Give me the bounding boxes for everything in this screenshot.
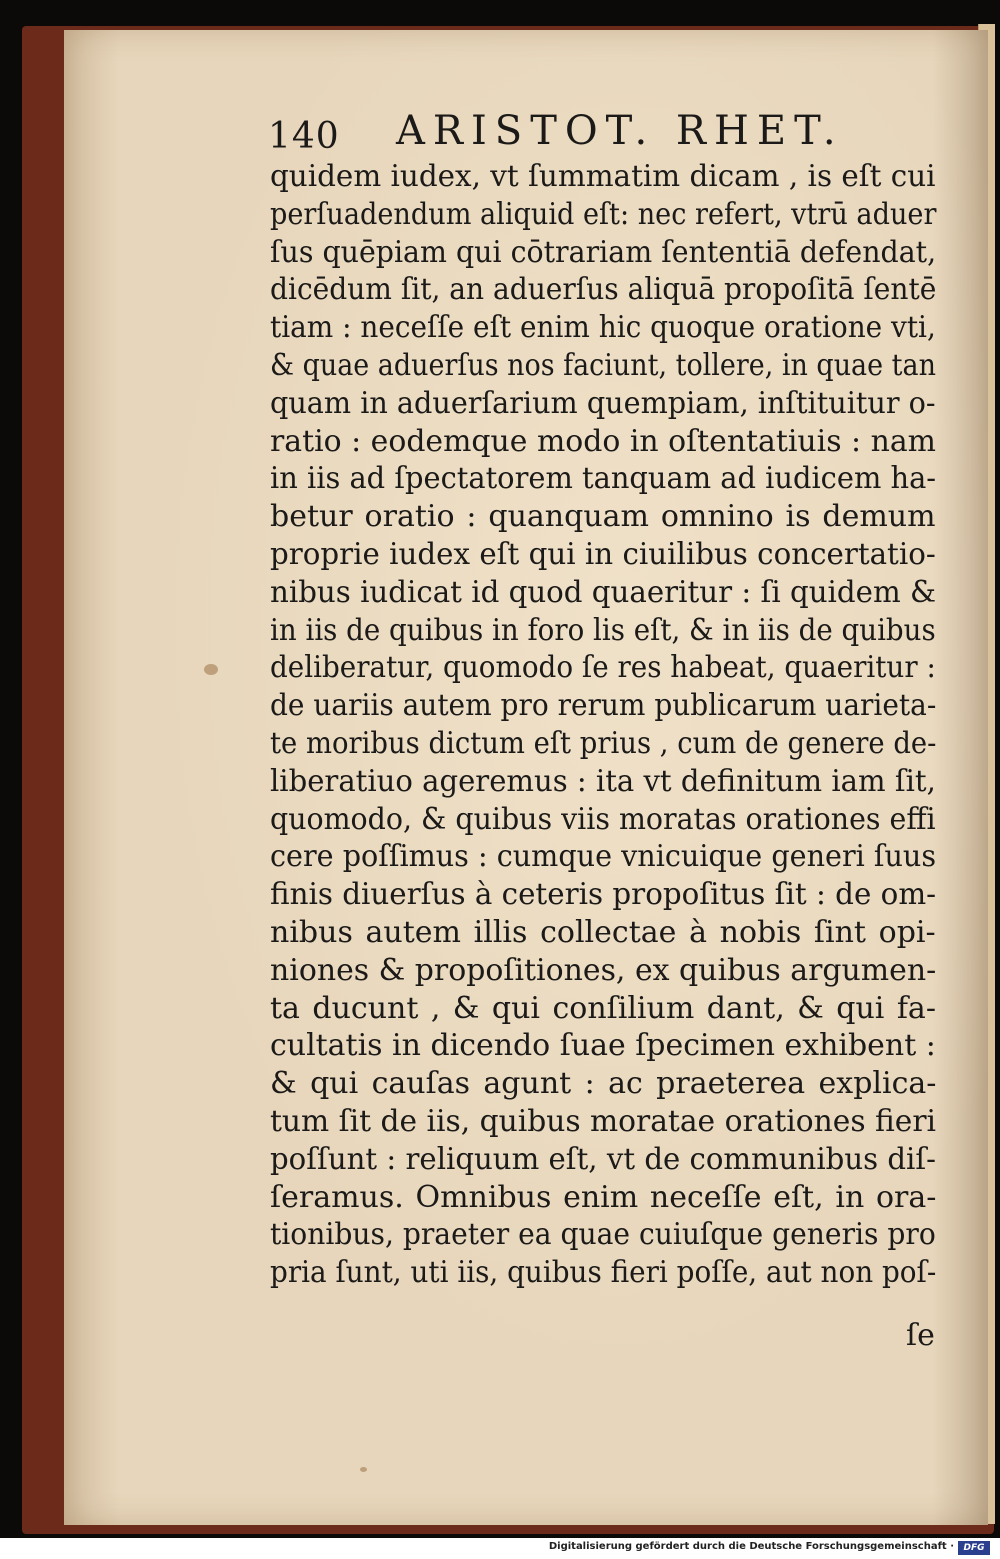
page-number: 140	[268, 116, 340, 157]
text-line: in iis ad ſpectatorem tanquam ad iudicem ha-	[270, 461, 937, 497]
text-line: poſſunt : reliquum eſt, vt de communibus diſ-	[270, 1141, 937, 1177]
text-line: & qui cauſas agunt : ac praeterea explica-	[270, 1066, 937, 1102]
text-line: ſus quēpiam qui cōtrariam ſententiā defendat,	[270, 234, 937, 270]
text-line: quidem iudex, vt ſummatim dicam , is eſt cui	[270, 159, 936, 194]
text-line: de uariis autem pro rerum publicarum uarieta-	[270, 688, 937, 724]
text-line: ta ducunt , & qui conſilium dant, & qui fa-	[270, 990, 936, 1026]
text-line: nibus autem illis collectae à nobis ſint opi-	[270, 914, 936, 950]
paper-stain	[204, 664, 218, 675]
text-line: dicēdum ſit, an aduerſus aliquā propoſitā ſentē	[270, 272, 937, 308]
text-line: ſeramus. Omnibus enim neceſſe eſt, in ora-	[270, 1179, 937, 1215]
text-line: cere poſſimus : cumque vnicuique generi ſuus	[270, 839, 937, 875]
text-line: nibus iudicat id quod quaeritur : ſi quidem &	[270, 574, 937, 610]
catchword: ſe	[906, 1318, 935, 1353]
text-line: quomodo, & quibus viis moratas orationes effi	[270, 801, 936, 837]
text-line: tum ſit de iis, quibus moratae orationes fieri	[270, 1103, 937, 1139]
text-line: deliberatur, quomodo ſe res habeat, quaeritur :	[270, 650, 936, 686]
footer-bar	[0, 1538, 1000, 1559]
body-text	[270, 158, 950, 1292]
text-line: perſuadendum aliquid eſt: nec refert, vtrū aduer	[270, 196, 937, 232]
text-line: pria ſunt, uti iis, quibus fieri poſſe, aut non poſ-	[270, 1255, 937, 1291]
running-title: ARISTOT. RHET.	[396, 108, 844, 154]
text-line: betur oratio : quanquam omnino is demum	[270, 499, 936, 535]
text-line: te moribus dictum eſt prius , cum de genere de-	[270, 725, 937, 761]
running-header	[268, 104, 948, 164]
paper-stain	[360, 1467, 367, 1472]
text-line: tionibus, praeter ea quae cuiuſque generis pro	[270, 1217, 936, 1253]
text-line: niones & propoſitiones, ex quibus argumen-	[270, 952, 937, 988]
text-line: quam in aduerſarium quempiam, inſtituitur o-	[270, 385, 936, 421]
text-line: finis diuerſus à ceteris propoſitus ſit : de om-	[270, 877, 937, 913]
text-line: ratio : eodemque modo in oſtentatiuis : nam	[270, 423, 936, 459]
text-line: in iis de quibus in foro lis eſt, & in iis de quibus	[270, 612, 936, 648]
dfg-logo: DFG	[958, 1541, 990, 1555]
text-line: cultatis in dicendo ſuae ſpecimen exhibent :	[270, 1028, 936, 1064]
digitization-credit: Digitalisierung gefördert durch die Deutsche Forschungsgemeinschaft ·	[548, 1541, 954, 1552]
text-line: proprie iudex eſt qui in ciuilibus concertatio-	[270, 536, 936, 572]
text-line: & quae aduerſus nos faciunt, tollere, in quae tan	[270, 347, 936, 383]
text-line: tiam : neceſſe eſt enim hic quoque oratione vti,	[270, 310, 936, 346]
text-line: liberatiuo ageremus : ita vt definitum iam ſit,	[270, 763, 936, 799]
